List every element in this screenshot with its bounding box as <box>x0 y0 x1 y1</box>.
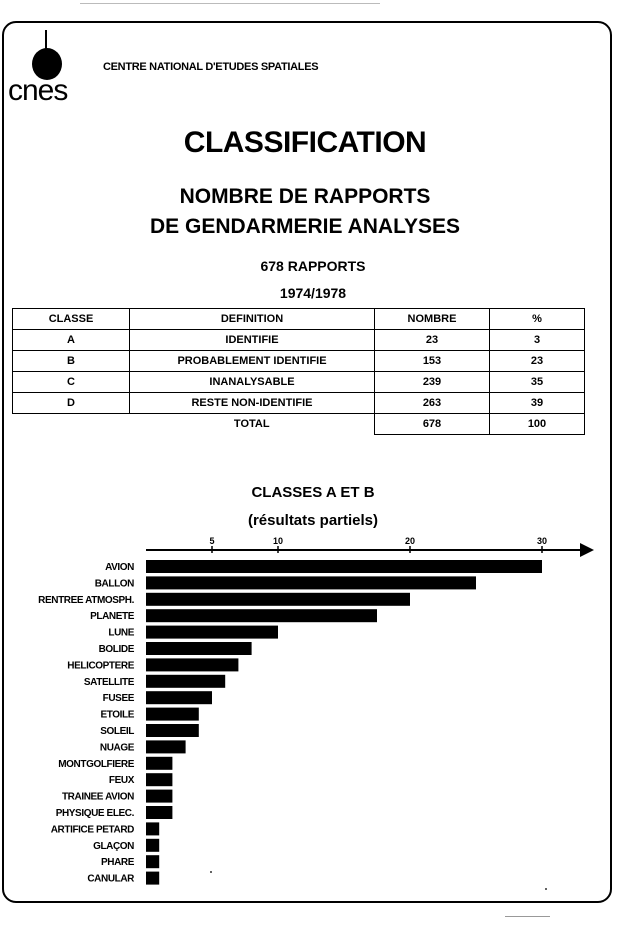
cell-percent: 23 <box>490 351 585 372</box>
table-row <box>13 351 585 372</box>
table-header-row <box>13 309 585 330</box>
subtitle-line-1: NOMBRE DE RAPPORTS <box>179 185 431 208</box>
bar <box>146 560 542 573</box>
bar <box>146 822 159 835</box>
category-label: HELICOPTERE <box>67 660 134 672</box>
category-label: TRAINEE AVION <box>61 791 134 803</box>
cell-classe: B <box>13 351 130 372</box>
x-tick-label: 20 <box>404 536 416 546</box>
cell-definition: INANALYSABLE <box>130 372 375 393</box>
period: 1974/1978 <box>279 285 347 301</box>
category-label: PHYSIQUE ELEC. <box>55 808 134 819</box>
cell-classe: A <box>13 330 130 351</box>
cell-classe: D <box>13 393 130 414</box>
cell-nombre: 239 <box>375 372 490 393</box>
x-tick-label: 10 <box>272 536 284 546</box>
bar <box>146 724 199 737</box>
cell-percent: 39 <box>490 393 585 414</box>
table-row <box>13 393 585 414</box>
category-label: AVION <box>105 562 134 573</box>
cell-nombre: 23 <box>375 330 490 351</box>
category-label: PHARE <box>100 857 134 869</box>
category-label: FEUX <box>108 775 134 787</box>
logo-text: cnes <box>8 74 68 107</box>
category-label: RENTREE ATMOSPH. <box>38 594 134 606</box>
chart-axis <box>146 536 594 557</box>
category-label: MONTGOLFIERE <box>58 758 134 770</box>
bar <box>146 790 172 803</box>
bar <box>146 642 252 655</box>
report-count: 678 RAPPORTS <box>260 258 366 274</box>
chart-labels <box>38 562 135 885</box>
header-classe: CLASSE <box>13 309 130 330</box>
category-label: ARTIFICE PETARD <box>50 824 134 836</box>
page-title: CLASSIFICATION <box>183 126 427 159</box>
category-label: ETOILE <box>100 709 134 721</box>
category-label: GLAÇON <box>93 840 134 852</box>
cell-classe: C <box>13 372 130 393</box>
x-axis-arrow <box>580 543 594 557</box>
bar <box>146 855 159 868</box>
bar <box>146 593 410 606</box>
category-label: CANULAR <box>87 873 134 885</box>
scan-speck <box>210 871 212 873</box>
chart-title: CLASSES A ET B <box>251 484 375 501</box>
total-nombre: 678 <box>375 414 490 435</box>
empty-cell <box>13 414 130 435</box>
bar <box>146 691 212 704</box>
cell-nombre: 153 <box>375 351 490 372</box>
bar <box>146 626 278 639</box>
cell-definition: RESTE NON-IDENTIFIE <box>130 393 375 414</box>
bar <box>146 773 172 786</box>
category-label: FUSEE <box>102 693 134 705</box>
category-label: BALLON <box>94 578 134 590</box>
scan-speck <box>545 888 547 890</box>
bottom-rule <box>505 916 550 917</box>
category-label: SOLEIL <box>100 726 134 737</box>
cell-definition: PROBABLEMENT IDENTIFIE <box>130 351 375 372</box>
table-row <box>13 372 585 393</box>
cell-nombre: 263 <box>375 393 490 414</box>
bar <box>146 609 377 622</box>
header-definition: DEFINITION <box>130 309 375 330</box>
bar <box>146 872 159 885</box>
cell-percent: 3 <box>490 330 585 351</box>
x-tick-label: 5 <box>209 536 215 546</box>
category-label: PLANETE <box>90 611 134 623</box>
table-row <box>13 330 585 351</box>
bar <box>146 708 199 721</box>
chart-bars <box>146 560 542 885</box>
bar <box>146 757 172 770</box>
bar <box>146 576 476 589</box>
subtitle-line-2: DE GENDARMERIE ANALYSES <box>150 215 460 238</box>
bar <box>146 806 172 819</box>
category-label: SATELLITE <box>83 676 134 688</box>
classification-table <box>12 308 585 435</box>
header-nombre: NOMBRE <box>375 309 490 330</box>
total-label: TOTAL <box>233 418 270 431</box>
bar-chart <box>0 530 610 900</box>
bar <box>146 658 238 671</box>
total-percent: 100 <box>490 414 585 435</box>
cell-percent: 35 <box>490 372 585 393</box>
category-label: BOLIDE <box>98 644 134 655</box>
bar <box>146 839 159 852</box>
bar <box>146 740 186 753</box>
top-rule <box>80 3 380 4</box>
header-percent: % <box>490 309 585 330</box>
category-label: LUNE <box>108 627 134 639</box>
organization-name: CENTRE NATIONAL D'ETUDES SPATIALES <box>103 61 319 73</box>
category-label: NUAGE <box>99 742 134 754</box>
cell-definition: IDENTIFIE <box>130 330 375 351</box>
table-total-row <box>13 414 585 435</box>
x-tick-label: 30 <box>536 536 548 546</box>
bar <box>146 675 225 688</box>
chart-subtitle: (résultats partiels) <box>247 512 379 529</box>
